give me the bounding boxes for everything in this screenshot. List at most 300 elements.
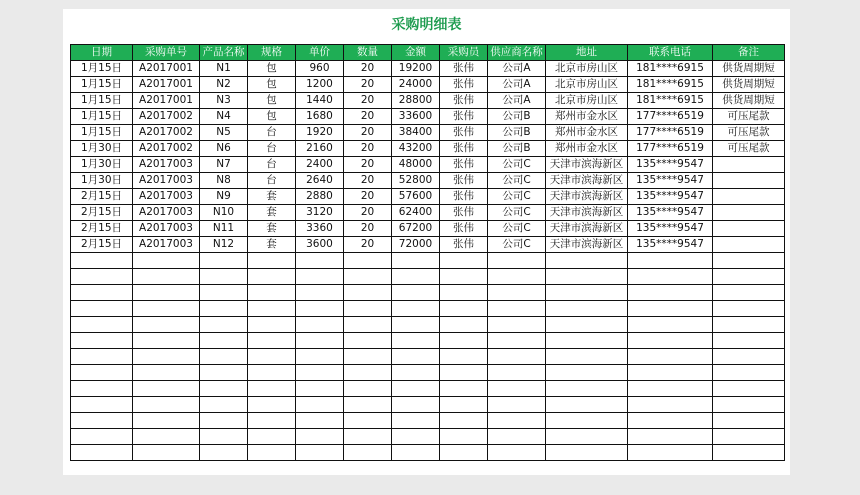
- table-cell[interactable]: [628, 285, 713, 301]
- table-cell[interactable]: [713, 429, 785, 445]
- table-cell[interactable]: N12: [200, 237, 248, 253]
- table-cell[interactable]: [248, 253, 296, 269]
- table-cell[interactable]: 38400: [392, 125, 440, 141]
- table-cell[interactable]: A2017001: [133, 61, 200, 77]
- table-cell[interactable]: [488, 445, 546, 461]
- table-cell[interactable]: A2017003: [133, 237, 200, 253]
- table-cell[interactable]: [200, 365, 248, 381]
- table-cell[interactable]: 天津市滨海新区: [546, 237, 628, 253]
- table-cell[interactable]: [392, 285, 440, 301]
- table-cell[interactable]: 135****9547: [628, 173, 713, 189]
- table-cell[interactable]: [344, 269, 392, 285]
- table-cell[interactable]: [296, 333, 344, 349]
- table-cell[interactable]: [546, 397, 628, 413]
- table-cell[interactable]: [713, 173, 785, 189]
- column-header-order-no[interactable]: 采购单号: [133, 45, 200, 61]
- table-cell[interactable]: 20: [344, 173, 392, 189]
- table-cell[interactable]: [713, 237, 785, 253]
- table-cell[interactable]: [440, 285, 488, 301]
- table-cell[interactable]: A2017001: [133, 93, 200, 109]
- table-cell[interactable]: 2月15日: [71, 205, 133, 221]
- column-header-product[interactable]: 产品名称: [200, 45, 248, 61]
- table-cell[interactable]: [71, 333, 133, 349]
- table-cell[interactable]: 181****6915: [628, 77, 713, 93]
- table-cell[interactable]: [546, 365, 628, 381]
- table-cell[interactable]: [628, 333, 713, 349]
- table-cell[interactable]: 2880: [296, 189, 344, 205]
- table-cell[interactable]: [296, 317, 344, 333]
- table-cell[interactable]: [133, 317, 200, 333]
- table-cell[interactable]: 177****6519: [628, 141, 713, 157]
- table-cell[interactable]: 可压尾款: [713, 141, 785, 157]
- table-cell[interactable]: [71, 349, 133, 365]
- table-cell[interactable]: 张伟: [440, 157, 488, 173]
- table-cell[interactable]: N6: [200, 141, 248, 157]
- table-cell[interactable]: [344, 381, 392, 397]
- table-cell[interactable]: 公司C: [488, 237, 546, 253]
- table-cell[interactable]: [713, 285, 785, 301]
- table-cell[interactable]: 2160: [296, 141, 344, 157]
- table-cell[interactable]: 181****6915: [628, 61, 713, 77]
- table-cell[interactable]: [200, 445, 248, 461]
- table-cell[interactable]: 天津市滨海新区: [546, 173, 628, 189]
- table-cell[interactable]: 公司A: [488, 93, 546, 109]
- table-cell[interactable]: 张伟: [440, 125, 488, 141]
- table-cell[interactable]: [488, 285, 546, 301]
- table-cell[interactable]: 1月15日: [71, 93, 133, 109]
- column-header-remark[interactable]: 备注: [713, 45, 785, 61]
- column-header-phone[interactable]: 联系电话: [628, 45, 713, 61]
- table-cell[interactable]: 20: [344, 61, 392, 77]
- table-cell[interactable]: [200, 317, 248, 333]
- table-cell[interactable]: 2400: [296, 157, 344, 173]
- table-cell[interactable]: [546, 333, 628, 349]
- table-cell[interactable]: 135****9547: [628, 221, 713, 237]
- table-cell[interactable]: [488, 253, 546, 269]
- table-cell[interactable]: 20: [344, 221, 392, 237]
- table-cell[interactable]: 72000: [392, 237, 440, 253]
- table-cell[interactable]: [392, 429, 440, 445]
- table-cell[interactable]: [133, 301, 200, 317]
- table-cell[interactable]: [628, 253, 713, 269]
- table-cell[interactable]: A2017003: [133, 205, 200, 221]
- column-header-spec[interactable]: 规格: [248, 45, 296, 61]
- table-cell[interactable]: 张伟: [440, 237, 488, 253]
- table-cell[interactable]: [200, 349, 248, 365]
- table-cell[interactable]: [440, 445, 488, 461]
- table-cell[interactable]: [133, 253, 200, 269]
- table-cell[interactable]: 20: [344, 141, 392, 157]
- table-cell[interactable]: [713, 413, 785, 429]
- table-cell[interactable]: [392, 397, 440, 413]
- table-cell[interactable]: 135****9547: [628, 189, 713, 205]
- table-cell[interactable]: [488, 381, 546, 397]
- table-cell[interactable]: 1920: [296, 125, 344, 141]
- table-cell[interactable]: [71, 365, 133, 381]
- table-cell[interactable]: [133, 413, 200, 429]
- table-cell[interactable]: 公司C: [488, 173, 546, 189]
- table-cell[interactable]: [344, 333, 392, 349]
- column-header-amount[interactable]: 金额: [392, 45, 440, 61]
- table-cell[interactable]: 张伟: [440, 141, 488, 157]
- table-cell[interactable]: [296, 429, 344, 445]
- table-cell[interactable]: [296, 365, 344, 381]
- table-cell[interactable]: [248, 333, 296, 349]
- table-cell[interactable]: [440, 317, 488, 333]
- table-cell[interactable]: [713, 317, 785, 333]
- table-cell[interactable]: 62400: [392, 205, 440, 221]
- table-cell[interactable]: 张伟: [440, 205, 488, 221]
- table-cell[interactable]: [713, 397, 785, 413]
- table-cell[interactable]: [296, 349, 344, 365]
- table-cell[interactable]: 供货周期短: [713, 93, 785, 109]
- table-cell[interactable]: A2017002: [133, 109, 200, 125]
- table-cell[interactable]: 1月30日: [71, 173, 133, 189]
- table-cell[interactable]: 177****6519: [628, 125, 713, 141]
- table-cell[interactable]: [392, 381, 440, 397]
- column-header-quantity[interactable]: 数量: [344, 45, 392, 61]
- table-cell[interactable]: [296, 285, 344, 301]
- column-header-address[interactable]: 地址: [546, 45, 628, 61]
- table-cell[interactable]: 1月15日: [71, 61, 133, 77]
- table-cell[interactable]: [248, 397, 296, 413]
- table-cell[interactable]: 1200: [296, 77, 344, 93]
- table-cell[interactable]: [546, 349, 628, 365]
- table-cell[interactable]: [628, 349, 713, 365]
- table-cell[interactable]: 台: [248, 157, 296, 173]
- table-cell[interactable]: [392, 445, 440, 461]
- table-cell[interactable]: 19200: [392, 61, 440, 77]
- table-cell[interactable]: [440, 429, 488, 445]
- table-cell[interactable]: 33600: [392, 109, 440, 125]
- table-cell[interactable]: 公司C: [488, 221, 546, 237]
- table-cell[interactable]: 20: [344, 125, 392, 141]
- table-cell[interactable]: 公司C: [488, 205, 546, 221]
- table-cell[interactable]: [71, 285, 133, 301]
- table-cell[interactable]: 张伟: [440, 61, 488, 77]
- table-cell[interactable]: 台: [248, 125, 296, 141]
- table-cell[interactable]: [200, 301, 248, 317]
- table-cell[interactable]: 20: [344, 109, 392, 125]
- table-cell[interactable]: [440, 253, 488, 269]
- table-cell[interactable]: 1440: [296, 93, 344, 109]
- table-cell[interactable]: [488, 301, 546, 317]
- table-cell[interactable]: [546, 445, 628, 461]
- table-cell[interactable]: [628, 413, 713, 429]
- table-cell[interactable]: N9: [200, 189, 248, 205]
- table-cell[interactable]: [546, 317, 628, 333]
- table-cell[interactable]: 20: [344, 77, 392, 93]
- table-cell[interactable]: [546, 269, 628, 285]
- table-cell[interactable]: 57600: [392, 189, 440, 205]
- table-cell[interactable]: [296, 413, 344, 429]
- table-cell[interactable]: 张伟: [440, 189, 488, 205]
- column-header-date[interactable]: 日期: [71, 45, 133, 61]
- table-cell[interactable]: [200, 285, 248, 301]
- table-cell[interactable]: 张伟: [440, 173, 488, 189]
- table-cell[interactable]: [344, 253, 392, 269]
- table-cell[interactable]: [344, 349, 392, 365]
- table-cell[interactable]: [488, 317, 546, 333]
- table-cell[interactable]: 2640: [296, 173, 344, 189]
- table-cell[interactable]: [133, 333, 200, 349]
- table-cell[interactable]: [200, 413, 248, 429]
- table-cell[interactable]: N2: [200, 77, 248, 93]
- table-cell[interactable]: [628, 269, 713, 285]
- table-cell[interactable]: [133, 445, 200, 461]
- table-cell[interactable]: N8: [200, 173, 248, 189]
- table-cell[interactable]: [713, 253, 785, 269]
- table-cell[interactable]: [392, 413, 440, 429]
- table-cell[interactable]: 135****9547: [628, 157, 713, 173]
- table-cell[interactable]: [546, 285, 628, 301]
- table-cell[interactable]: 135****9547: [628, 205, 713, 221]
- table-cell[interactable]: A2017003: [133, 157, 200, 173]
- table-cell[interactable]: [71, 269, 133, 285]
- table-cell[interactable]: 天津市滨海新区: [546, 189, 628, 205]
- table-cell[interactable]: 3120: [296, 205, 344, 221]
- table-cell[interactable]: [296, 253, 344, 269]
- table-cell[interactable]: [71, 445, 133, 461]
- table-cell[interactable]: [71, 397, 133, 413]
- table-cell[interactable]: 供货周期短: [713, 77, 785, 93]
- table-cell[interactable]: [248, 301, 296, 317]
- table-cell[interactable]: [296, 445, 344, 461]
- table-cell[interactable]: 天津市滨海新区: [546, 221, 628, 237]
- table-cell[interactable]: [392, 349, 440, 365]
- table-cell[interactable]: 20: [344, 157, 392, 173]
- table-cell[interactable]: [344, 285, 392, 301]
- table-cell[interactable]: 供货周期短: [713, 61, 785, 77]
- table-cell[interactable]: [440, 333, 488, 349]
- table-cell[interactable]: 可压尾款: [713, 109, 785, 125]
- table-cell[interactable]: 公司B: [488, 125, 546, 141]
- table-cell[interactable]: 1月15日: [71, 77, 133, 93]
- table-cell[interactable]: 套: [248, 221, 296, 237]
- table-cell[interactable]: [488, 349, 546, 365]
- table-cell[interactable]: A2017003: [133, 189, 200, 205]
- table-cell[interactable]: [248, 317, 296, 333]
- table-cell[interactable]: 套: [248, 237, 296, 253]
- table-cell[interactable]: 北京市房山区: [546, 93, 628, 109]
- table-cell[interactable]: [440, 413, 488, 429]
- table-cell[interactable]: [440, 269, 488, 285]
- table-cell[interactable]: [71, 301, 133, 317]
- table-cell[interactable]: [440, 381, 488, 397]
- column-header-supplier[interactable]: 供应商名称: [488, 45, 546, 61]
- table-cell[interactable]: [133, 381, 200, 397]
- table-cell[interactable]: 20: [344, 189, 392, 205]
- table-cell[interactable]: 包: [248, 77, 296, 93]
- table-cell[interactable]: 1月15日: [71, 109, 133, 125]
- table-cell[interactable]: 张伟: [440, 109, 488, 125]
- table-cell[interactable]: 套: [248, 189, 296, 205]
- table-cell[interactable]: [344, 445, 392, 461]
- table-cell[interactable]: 48000: [392, 157, 440, 173]
- table-cell[interactable]: [392, 365, 440, 381]
- table-cell[interactable]: 包: [248, 61, 296, 77]
- table-cell[interactable]: 181****6915: [628, 93, 713, 109]
- table-cell[interactable]: 2月15日: [71, 221, 133, 237]
- table-cell[interactable]: [248, 365, 296, 381]
- table-cell[interactable]: [628, 365, 713, 381]
- table-cell[interactable]: [200, 429, 248, 445]
- table-cell[interactable]: [713, 189, 785, 205]
- table-cell[interactable]: 北京市房山区: [546, 77, 628, 93]
- table-cell[interactable]: 郑州市金水区: [546, 141, 628, 157]
- table-cell[interactable]: [488, 429, 546, 445]
- table-cell[interactable]: 公司B: [488, 109, 546, 125]
- table-cell[interactable]: 套: [248, 205, 296, 221]
- table-cell[interactable]: 3360: [296, 221, 344, 237]
- table-cell[interactable]: 1月30日: [71, 141, 133, 157]
- table-cell[interactable]: [713, 445, 785, 461]
- table-cell[interactable]: [133, 349, 200, 365]
- table-cell[interactable]: [628, 381, 713, 397]
- table-cell[interactable]: 台: [248, 173, 296, 189]
- table-cell[interactable]: 公司A: [488, 61, 546, 77]
- table-cell[interactable]: [71, 381, 133, 397]
- table-cell[interactable]: A2017003: [133, 173, 200, 189]
- table-cell[interactable]: 台: [248, 141, 296, 157]
- table-cell[interactable]: 177****6519: [628, 109, 713, 125]
- table-cell[interactable]: A2017003: [133, 221, 200, 237]
- table-cell[interactable]: [133, 269, 200, 285]
- table-cell[interactable]: 28800: [392, 93, 440, 109]
- table-cell[interactable]: [71, 317, 133, 333]
- table-cell[interactable]: N3: [200, 93, 248, 109]
- table-cell[interactable]: [344, 301, 392, 317]
- table-cell[interactable]: N4: [200, 109, 248, 125]
- table-cell[interactable]: 张伟: [440, 221, 488, 237]
- table-cell[interactable]: 包: [248, 109, 296, 125]
- table-cell[interactable]: 包: [248, 93, 296, 109]
- table-cell[interactable]: [628, 317, 713, 333]
- table-cell[interactable]: [713, 349, 785, 365]
- table-cell[interactable]: [546, 381, 628, 397]
- table-cell[interactable]: [296, 381, 344, 397]
- table-cell[interactable]: 公司C: [488, 157, 546, 173]
- table-cell[interactable]: [440, 397, 488, 413]
- table-cell[interactable]: [200, 397, 248, 413]
- table-cell[interactable]: 郑州市金水区: [546, 125, 628, 141]
- table-cell[interactable]: 960: [296, 61, 344, 77]
- table-cell[interactable]: [248, 413, 296, 429]
- table-cell[interactable]: [488, 269, 546, 285]
- table-cell[interactable]: [200, 253, 248, 269]
- table-cell[interactable]: [200, 381, 248, 397]
- table-cell[interactable]: [392, 253, 440, 269]
- table-cell[interactable]: 1月30日: [71, 157, 133, 173]
- table-cell[interactable]: [71, 429, 133, 445]
- table-cell[interactable]: [392, 317, 440, 333]
- table-cell[interactable]: [713, 269, 785, 285]
- table-cell[interactable]: 公司A: [488, 77, 546, 93]
- table-cell[interactable]: [344, 413, 392, 429]
- table-cell[interactable]: [713, 301, 785, 317]
- table-cell[interactable]: [248, 285, 296, 301]
- table-cell[interactable]: 公司C: [488, 189, 546, 205]
- table-cell[interactable]: [488, 333, 546, 349]
- table-cell[interactable]: 135****9547: [628, 237, 713, 253]
- table-cell[interactable]: [628, 301, 713, 317]
- table-cell[interactable]: 北京市房山区: [546, 61, 628, 77]
- table-cell[interactable]: [133, 285, 200, 301]
- table-cell[interactable]: N1: [200, 61, 248, 77]
- table-cell[interactable]: N11: [200, 221, 248, 237]
- table-cell[interactable]: [296, 397, 344, 413]
- table-cell[interactable]: [713, 365, 785, 381]
- table-cell[interactable]: [392, 269, 440, 285]
- table-cell[interactable]: [133, 429, 200, 445]
- table-cell[interactable]: [628, 445, 713, 461]
- table-cell[interactable]: 20: [344, 237, 392, 253]
- table-cell[interactable]: [628, 397, 713, 413]
- table-cell[interactable]: [296, 269, 344, 285]
- table-cell[interactable]: 2月15日: [71, 189, 133, 205]
- table-cell[interactable]: [546, 301, 628, 317]
- table-cell[interactable]: 20: [344, 93, 392, 109]
- table-cell[interactable]: [392, 301, 440, 317]
- table-cell[interactable]: 52800: [392, 173, 440, 189]
- table-cell[interactable]: [133, 397, 200, 413]
- table-cell[interactable]: [488, 413, 546, 429]
- table-cell[interactable]: A2017001: [133, 77, 200, 93]
- table-cell[interactable]: [440, 349, 488, 365]
- table-cell[interactable]: 24000: [392, 77, 440, 93]
- table-cell[interactable]: [440, 365, 488, 381]
- table-cell[interactable]: N5: [200, 125, 248, 141]
- column-header-buyer[interactable]: 采购员: [440, 45, 488, 61]
- table-cell[interactable]: [628, 429, 713, 445]
- table-cell[interactable]: [713, 221, 785, 237]
- table-cell[interactable]: A2017002: [133, 141, 200, 157]
- table-cell[interactable]: [713, 157, 785, 173]
- table-cell[interactable]: [133, 365, 200, 381]
- table-cell[interactable]: [713, 381, 785, 397]
- table-cell[interactable]: [200, 333, 248, 349]
- table-cell[interactable]: 公司B: [488, 141, 546, 157]
- table-cell[interactable]: [344, 365, 392, 381]
- table-cell[interactable]: [713, 205, 785, 221]
- table-cell[interactable]: [546, 429, 628, 445]
- table-cell[interactable]: [248, 429, 296, 445]
- table-cell[interactable]: [344, 317, 392, 333]
- table-cell[interactable]: 张伟: [440, 77, 488, 93]
- table-cell[interactable]: 可压尾款: [713, 125, 785, 141]
- table-cell[interactable]: [488, 365, 546, 381]
- table-cell[interactable]: [71, 253, 133, 269]
- table-cell[interactable]: [344, 429, 392, 445]
- table-cell[interactable]: 3600: [296, 237, 344, 253]
- table-cell[interactable]: [248, 445, 296, 461]
- table-cell[interactable]: 2月15日: [71, 237, 133, 253]
- table-cell[interactable]: [248, 349, 296, 365]
- table-cell[interactable]: 天津市滨海新区: [546, 205, 628, 221]
- table-cell[interactable]: [71, 413, 133, 429]
- table-cell[interactable]: 天津市滨海新区: [546, 157, 628, 173]
- table-cell[interactable]: 张伟: [440, 93, 488, 109]
- table-cell[interactable]: 20: [344, 205, 392, 221]
- table-cell[interactable]: [344, 397, 392, 413]
- table-cell[interactable]: 郑州市金水区: [546, 109, 628, 125]
- table-cell[interactable]: 67200: [392, 221, 440, 237]
- table-cell[interactable]: 1680: [296, 109, 344, 125]
- table-cell[interactable]: [296, 301, 344, 317]
- table-cell[interactable]: 1月15日: [71, 125, 133, 141]
- table-cell[interactable]: [392, 333, 440, 349]
- table-cell[interactable]: [248, 269, 296, 285]
